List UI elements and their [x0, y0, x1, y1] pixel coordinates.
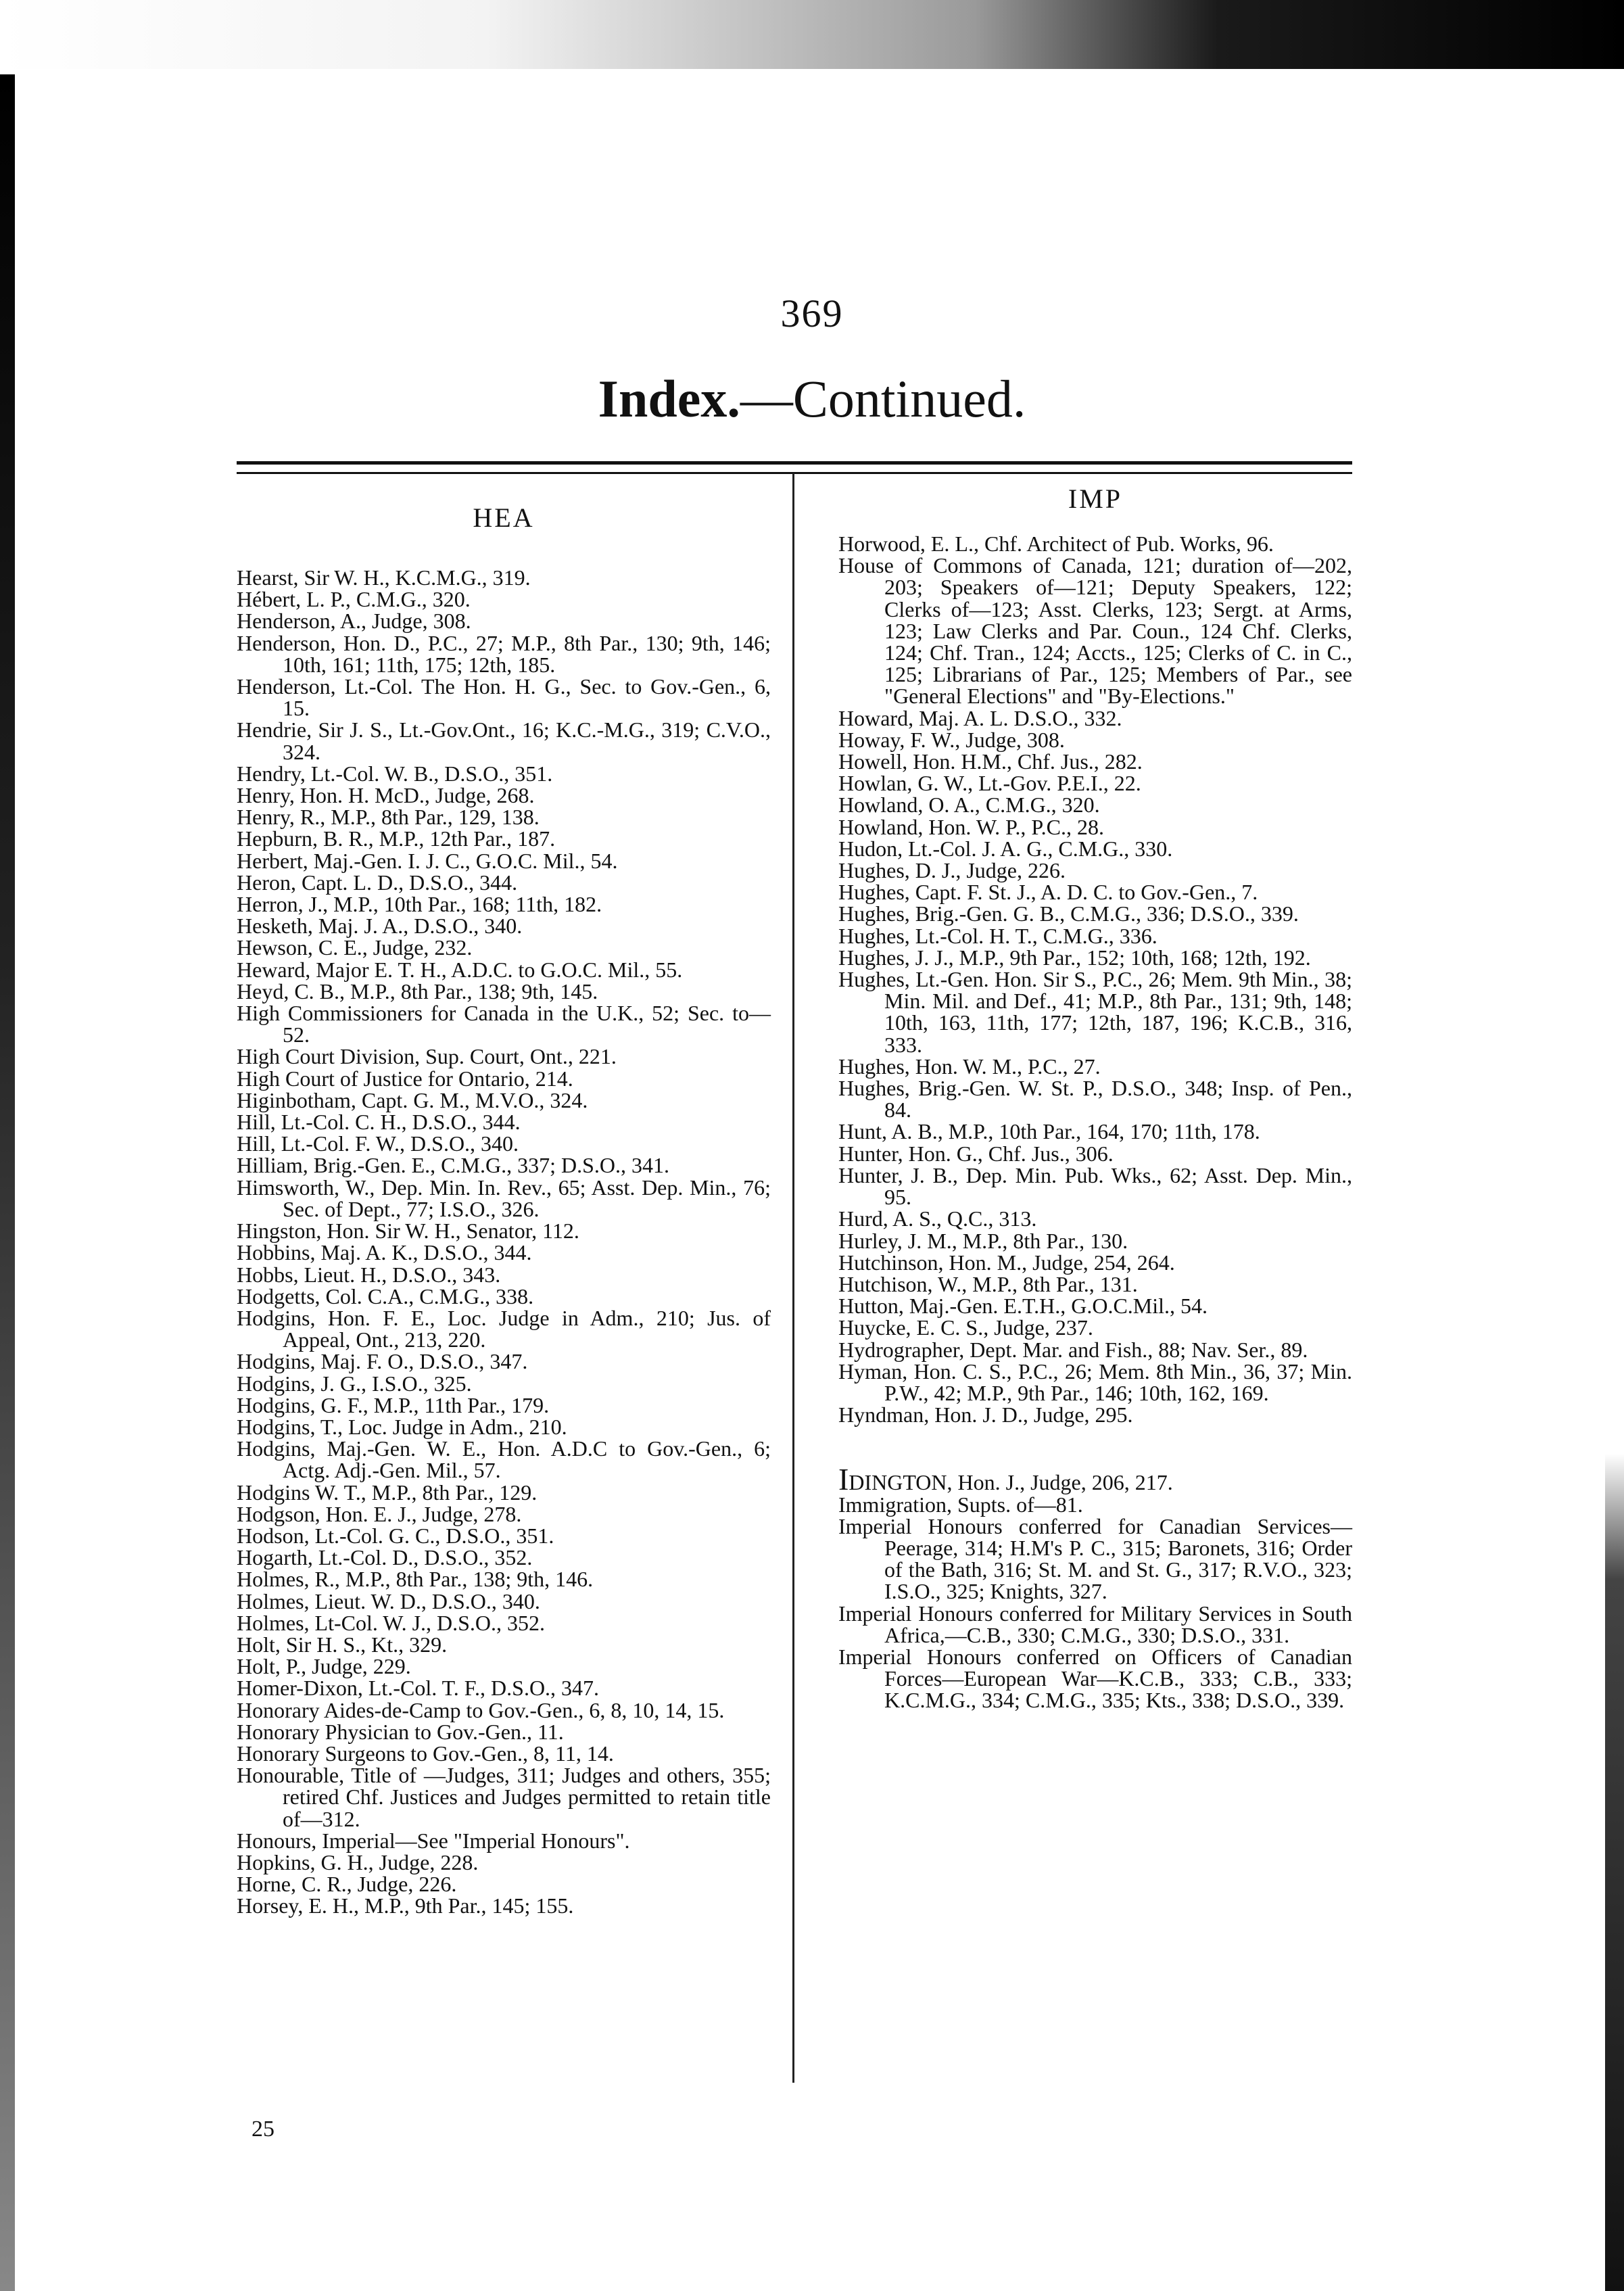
index-entry: Hobbins, Maj. A. K., D.S.O., 344. — [237, 1240, 532, 1265]
index-entry: Himsworth, W., Dep. Min. In. Rev., 65; Asst. Dep. Min., 76; Sec. of Dept., 77; I.S.O., 326. — [237, 1175, 771, 1221]
index-entry: High Court Division, Sup. Court, Ont., 221. — [237, 1044, 617, 1069]
index-entry: Hutton, Maj.-Gen. E.T.H., G.O.C.Mil., 54. — [838, 1294, 1208, 1319]
index-entry: Hughes, D. J., Judge, 226. — [838, 858, 1066, 883]
index-entry: Hodgins, Hon. F. E., Loc. Judge in Adm., 210; Jus. of Appeal, Ont., 213, 220. — [237, 1305, 771, 1352]
column-divider — [792, 473, 794, 2083]
index-entry: Hurd, A. S., Q.C., 313. — [838, 1206, 1037, 1231]
index-entry: Hughes, Brig.-Gen. W. St. P., D.S.O., 348; Insp. of Pen., 84. — [838, 1076, 1352, 1123]
index-entry: Henry, R., M.P., 8th Par., 129, 138. — [237, 805, 540, 830]
index-entry: Hutchison, W., M.P., 8th Par., 131. — [838, 1271, 1138, 1296]
index-entry: Hobbs, Lieut. H., D.S.O., 343. — [237, 1262, 501, 1287]
index-entry: IDINGTON, Hon. J., Judge, 206, 217. — [838, 1462, 1173, 1497]
index-entry: Heward, Major E. T. H., A.D.C. to G.O.C. Mil., 55. — [237, 957, 683, 982]
index-entry: Howell, Hon. H.M., Chf. Jus., 282. — [838, 749, 1143, 774]
index-entry: Hyndman, Hon. J. D., Judge, 295. — [838, 1402, 1133, 1427]
index-entry: Hunt, A. B., M.P., 10th Par., 164, 170; 11th, 178. — [838, 1119, 1260, 1144]
index-entry: Higinbotham, Capt. G. M., M.V.O., 324. — [237, 1087, 588, 1112]
scan-edge-right — [1605, 1454, 1624, 2291]
index-entry: Hutchinson, Hon. M., Judge, 254, 264. — [838, 1250, 1175, 1275]
page-number: 369 — [780, 291, 844, 335]
index-entry: Hill, Lt.-Col. C. H., D.S.O., 344. — [237, 1110, 521, 1135]
index-entry: Hughes, Lt.-Gen. Hon. Sir S., P.C., 26; Mem. 9th Min., 38; Min. Mil. and Def., 41; M.P., 8th Par., 131; 9th, 148; 10th, 163, 11th, 177; 12th, 187, 196; K.C.B., 316, 333. — [838, 967, 1352, 1057]
index-entry: Hesketh, Maj. J. A., D.S.O., 340. — [237, 914, 523, 939]
page-title-rest: —Continued. — [740, 369, 1026, 428]
index-entry: Hopkins, G. H., Judge, 228. — [237, 1849, 479, 1874]
header-rule-thin — [237, 472, 1352, 474]
index-entry: Holmes, Lt-Col. W. J., D.S.O., 352. — [237, 1610, 546, 1635]
index-entry: Hodgins, G. F., M.P., 11th Par., 179. — [237, 1392, 550, 1417]
index-entry: Hogarth, Lt.-Col. D., D.S.O., 352. — [237, 1545, 533, 1570]
index-entry: Holmes, R., M.P., 8th Par., 138; 9th, 146. — [237, 1567, 594, 1592]
index-entry: Homer-Dixon, Lt.-Col. T. F., D.S.O., 347. — [237, 1676, 600, 1701]
page-title-bold: Index. — [598, 369, 740, 428]
page-title — [0, 369, 1624, 429]
index-entry: Hughes, Lt.-Col. H. T., C.M.G., 336. — [838, 923, 1157, 948]
index-entry: Howland, O. A., C.M.G., 320. — [838, 793, 1100, 818]
index-entry: Holt, P., Judge, 229. — [237, 1654, 411, 1679]
index-entry: Hodgson, Hon. E. J., Judge, 278. — [237, 1501, 522, 1526]
index-entry: Hudon, Lt.-Col. J. A. G., C.M.G., 330. — [838, 836, 1173, 861]
index-entry: Horwood, E. L., Chf. Architect of Pub. Works, 96. — [838, 532, 1274, 556]
column-heading-left: HEA — [473, 502, 535, 533]
index-entry: Hendrie, Sir J. S., Lt.-Gov.Ont., 16; K.C.-M.G., 319; C.V.O., 324. — [237, 717, 771, 764]
index-entry: Henderson, A., Judge, 308. — [237, 609, 471, 634]
index-entry: Imperial Honours conferred on Officers of Canadian Forces—European War—K.C.B., 333; C.B., 333; K.C.M.G., 334; C.M.G., 335; Kts., 338; D.S.O., 339. — [838, 1644, 1352, 1713]
index-entry: Hurley, J. M., M.P., 8th Par., 130. — [838, 1228, 1128, 1253]
index-entry: Huycke, E. C. S., Judge, 237. — [838, 1315, 1093, 1340]
index-entry: Honourable, Title of —Judges, 311; Judges and others, 355; retired Chf. Justices and Judges permitted to retain title of—312. — [237, 1763, 771, 1831]
index-entry: Howard, Maj. A. L. D.S.O., 332. — [838, 705, 1122, 730]
index-entry: Howay, F. W., Judge, 308. — [838, 727, 1065, 752]
index-entry: Herbert, Maj.-Gen. I. J. C., G.O.C. Mil., 54. — [237, 848, 618, 873]
index-entry: Hughes, Capt. F. St. J., A. D. C. to Gov.-Gen., 7. — [838, 880, 1258, 905]
index-entry: Henry, Hon. H. McD., Judge, 268. — [237, 783, 535, 808]
index-column-left — [237, 492, 771, 1917]
index-entry: Imperial Honours conferred for Military Services in South Africa,—C.B., 330; C.M.G., 330; D.S.O., 331. — [838, 1601, 1352, 1647]
index-entry: Honorary Aides-de-Camp to Gov.-Gen., 6, 8, 10, 14, 15. — [237, 1697, 725, 1722]
index-entry: Hodgins, J. G., I.S.O., 325. — [237, 1371, 472, 1396]
index-entry: Hughes, J. J., M.P., 9th Par., 152; 10th, 168; 12th, 192. — [838, 945, 1311, 970]
index-entry: Holt, Sir H. S., Kt., 329. — [237, 1632, 448, 1657]
index-entry: Honorary Physician to Gov.-Gen., 11. — [237, 1719, 564, 1744]
index-entry: Hill, Lt.-Col. F. W., D.S.O., 340. — [237, 1131, 519, 1156]
index-entry: Howlan, G. W., Lt.-Gov. P.E.I., 22. — [838, 771, 1141, 796]
index-entry: Hughes, Brig.-Gen. G. B., C.M.G., 336; D.S.O., 339. — [838, 901, 1299, 926]
index-entries-left — [237, 567, 771, 1917]
index-entry: Hébert, L. P., C.M.G., 320. — [237, 587, 471, 612]
index-entry: Honours, Imperial—See "Imperial Honours". — [237, 1828, 630, 1853]
index-entry: Holmes, Lieut. W. D., D.S.O., 340. — [237, 1588, 540, 1613]
header-rule-thick — [237, 461, 1352, 465]
index-entry: Herron, J., M.P., 10th Par., 168; 11th, 182. — [237, 892, 602, 917]
index-entry: Heyd, C. B., M.P., 8th Par., 138; 9th, 145. — [237, 978, 598, 1003]
index-entry: Immigration, Supts. of—81. — [838, 1492, 1083, 1517]
index-entry: Hunter, J. B., Dep. Min. Pub. Wks., 62; Asst. Dep. Min., 95. — [838, 1162, 1352, 1210]
index-entry: Horne, C. R., Judge, 226. — [237, 1872, 457, 1897]
index-entry: Hodgins, Maj. F. O., D.S.O., 347. — [237, 1349, 528, 1374]
index-entry: Honorary Surgeons to Gov.-Gen., 8, 11, 14. — [237, 1741, 614, 1766]
index-entry: Hingston, Hon. Sir W. H., Senator, 112. — [237, 1219, 579, 1244]
index-entry: Hodson, Lt.-Col. G. C., D.S.O., 351. — [237, 1523, 554, 1548]
index-entry: High Court of Justice for Ontario, 214. — [237, 1066, 573, 1091]
index-entry: Imperial Honours conferred for Canadian Services—Peerage, 314; H.M's P. C., 315; Baronets, 316; Order of the Bath, 316; St. M. and St. G., 317; R.V.O., 323; I.S.O., 325; Knights, 327. — [838, 1513, 1352, 1604]
index-entry: Hodgins W. T., M.P., 8th Par., 129. — [237, 1480, 538, 1505]
index-entry: Henderson, Lt.-Col. The Hon. H. G., Sec. to Gov.-Gen., 6, 15. — [237, 674, 771, 721]
index-entry: Hepburn, B. R., M.P., 12th Par., 187. — [237, 826, 556, 851]
column-heading-right: IMP — [1068, 483, 1123, 514]
index-entry: Howland, Hon. W. P., P.C., 28. — [838, 814, 1104, 839]
index-entries-right — [838, 533, 1352, 1711]
index-entry: Hewson, C. E., Judge, 232. — [237, 935, 473, 960]
signature-number: 25 — [252, 2117, 274, 2142]
index-column-right — [838, 483, 1352, 1713]
index-entry: Henderson, Hon. D., P.C., 27; M.P., 8th Par., 130; 9th, 146; 10th, 161; 11th, 175; 12th, 185. — [237, 630, 771, 677]
scan-edge-top — [0, 0, 1624, 81]
index-entry: Heron, Capt. L. D., D.S.O., 344. — [237, 870, 518, 895]
index-entry: Hydrographer, Dept. Mar. and Fish., 88; Nav. Ser., 89. — [838, 1337, 1308, 1362]
index-entry: Hilliam, Brig.-Gen. E., C.M.G., 337; D.S.O., 341. — [237, 1153, 669, 1178]
index-entry: Hunter, Hon. G., Chf. Jus., 306. — [838, 1141, 1114, 1166]
index-entry: Hughes, Hon. W. M., P.C., 27. — [838, 1054, 1101, 1079]
index-entry: Hendry, Lt.-Col. W. B., D.S.O., 351. — [237, 761, 553, 786]
index-entry: Horsey, E. H., M.P., 9th Par., 145; 155. — [237, 1893, 574, 1918]
index-entry: Hodgins, Maj.-Gen. W. E., Hon. A.D.C to Gov.-Gen., 6; Actg. Adj.-Gen. Mil., 57. — [237, 1436, 771, 1483]
index-entry: High Commissioners for Canada in the U.K., 52; Sec. to—52. — [237, 1001, 771, 1047]
index-entry: Hodgetts, Col. C.A., C.M.G., 338. — [237, 1283, 534, 1308]
index-entry: House of Commons of Canada, 121; duration of—202, 203; Speakers of—121; Deputy Speakers, 122; Clerks of—123; Asst. Clerks, 123; Sergt. at Arms, 123; Law Clerks and Par. Coun., 124 Chf. Clerks, 124; Chf. Tran., 124; Accts., 125; Clerks of C. in C., 125; Librarians of Par., 125; Members of Par., see "General Elections" and "By-Elections." — [838, 553, 1352, 709]
index-entry: Hodgins, T., Loc. Judge in Adm., 210. — [237, 1414, 567, 1439]
index-entry: Hyman, Hon. C. S., P.C., 26; Mem. 8th Min., 36, 37; Min. P.W., 42; M.P., 9th Par., 146; 10th, 162, 169. — [838, 1359, 1352, 1405]
index-entry: Hearst, Sir W. H., K.C.M.G., 319. — [237, 565, 531, 590]
